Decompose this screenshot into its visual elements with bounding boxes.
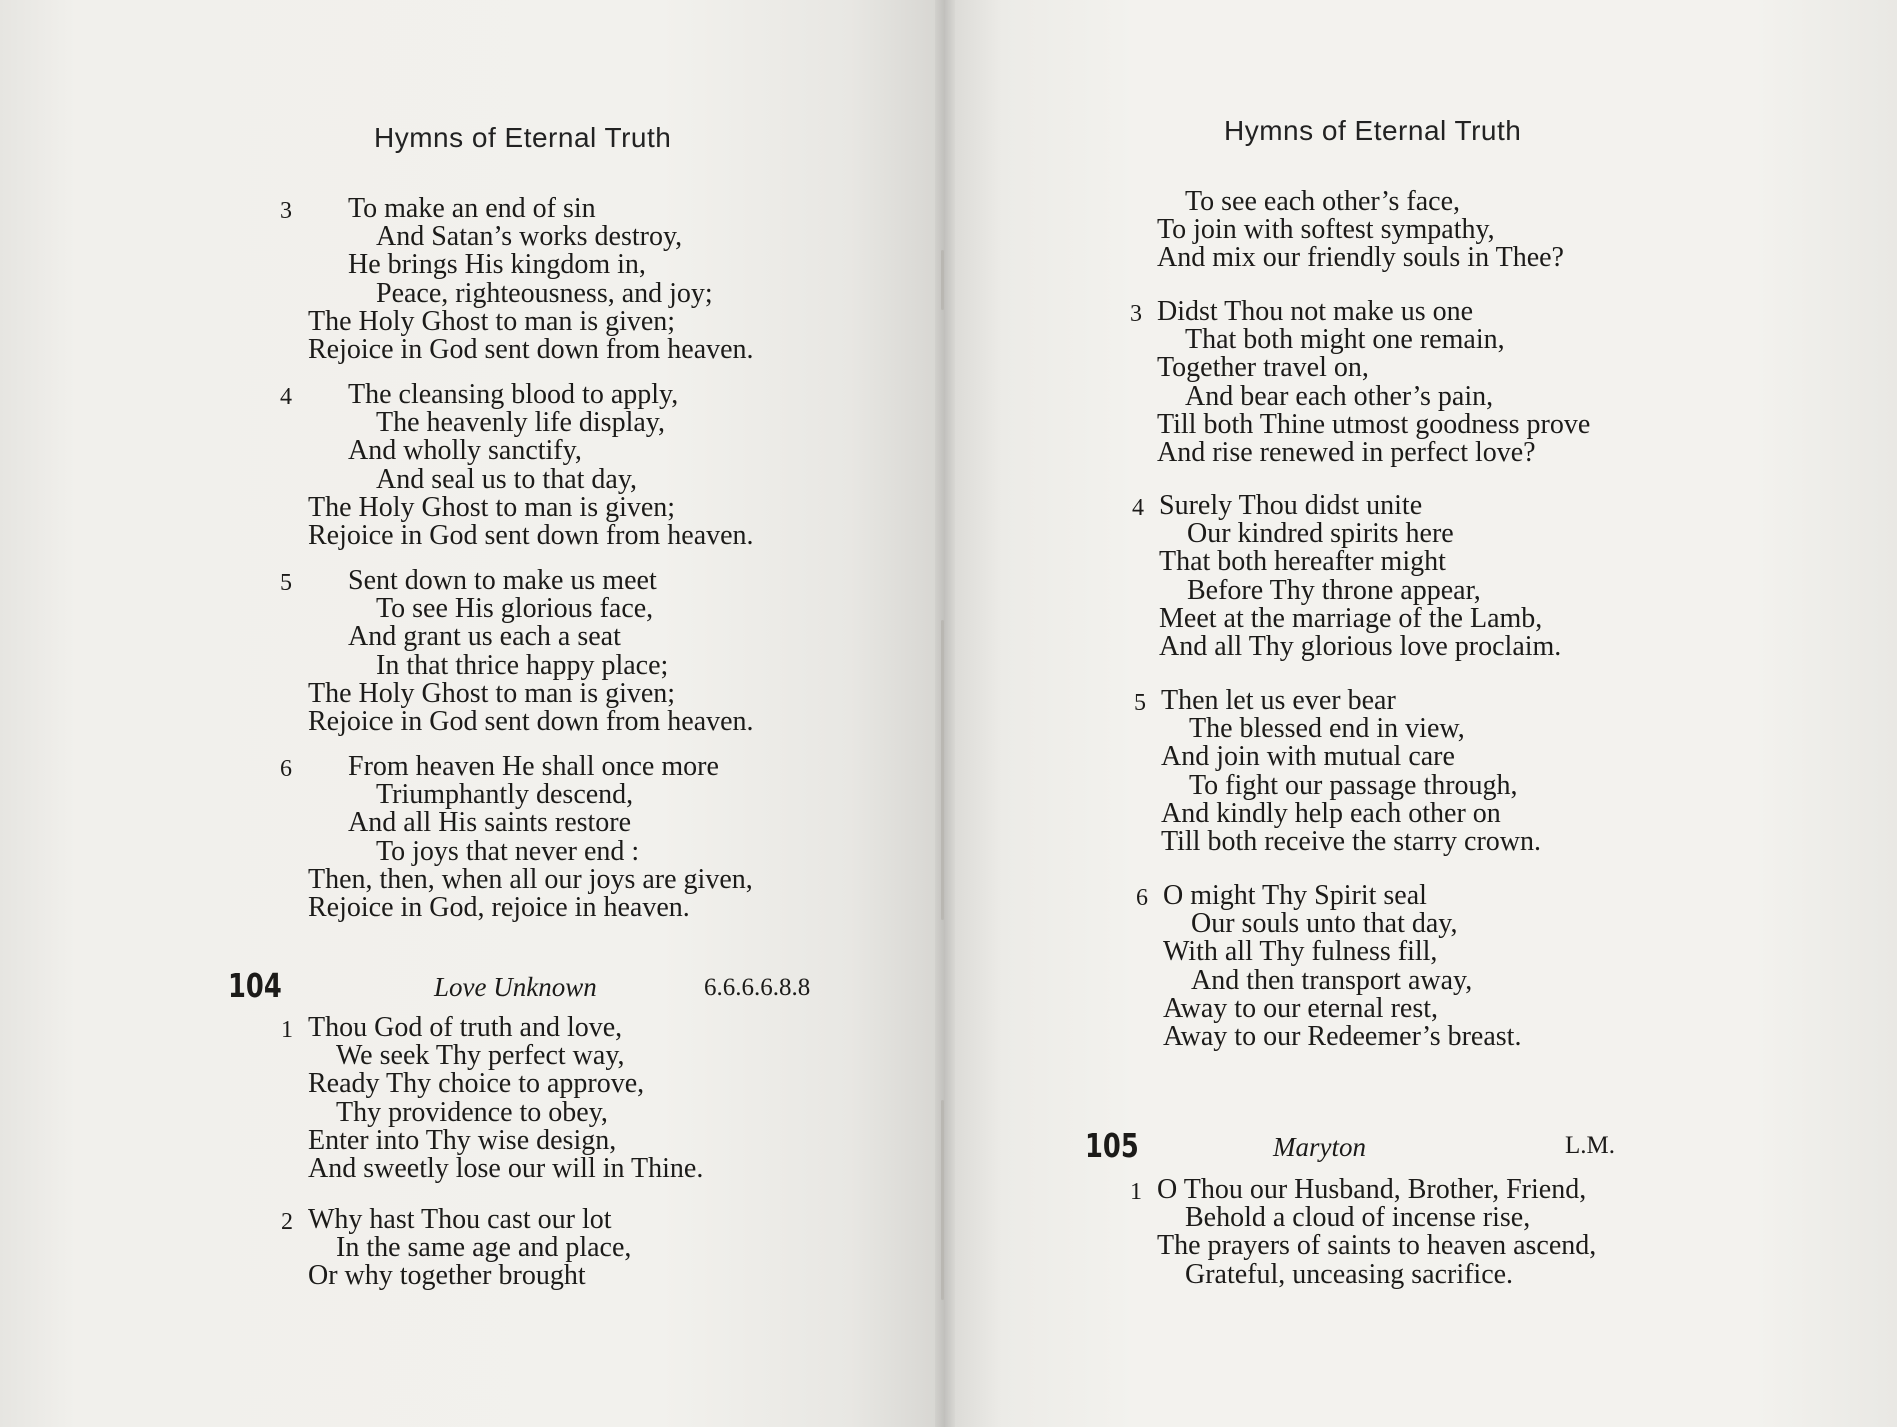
verse-line: Behold a cloud of incense rise, (1185, 1202, 1531, 1234)
verse-line: Our souls unto that day, (1191, 908, 1458, 940)
verse-block (1134, 687, 1541, 856)
verse-number: 2 (281, 1209, 293, 1235)
verse-block (1157, 188, 1564, 273)
verse-line: From heaven He shall once more (348, 751, 719, 782)
tune-name: Maryton (1273, 1132, 1366, 1162)
verse-line: With all Thy fulness fill, (1163, 936, 1438, 968)
verse-number: 4 (1132, 495, 1144, 521)
right-page (945, 0, 1897, 1427)
verse-line: O might Thy Spirit seal (1163, 880, 1427, 911)
verse-line: Then, then, when all our joys are given, (308, 863, 753, 895)
verse-line: He brings His kingdom in, (348, 249, 646, 281)
verse-line: And Satan’s works destroy, (376, 221, 683, 253)
verse-block (1130, 1176, 1596, 1289)
verse-number: 5 (280, 570, 292, 596)
verse-block (278, 1206, 631, 1291)
verse-number: 1 (281, 1017, 293, 1043)
verse-line: In the same age and place, (336, 1232, 632, 1264)
verse-block (278, 1014, 703, 1183)
verse-line: The cleansing blood to apply, (348, 379, 679, 410)
verse-line: Why hast Thou cast our lot (308, 1204, 612, 1235)
verse-number: 6 (280, 756, 292, 782)
verse-line: The Holy Ghost to man is given; (308, 491, 676, 523)
verse-line: Till both receive the starry crown. (1161, 826, 1541, 858)
verse-number: 3 (1130, 301, 1142, 327)
verse-line: Ready Thy choice to approve, (308, 1068, 645, 1100)
verse-line: Away to our eternal rest, (1163, 992, 1438, 1024)
verse-line: To make an end of sin (348, 193, 596, 224)
verse-line: Till both Thine utmost goodness prove (1157, 408, 1591, 440)
verse-line: Thy providence to obey, (336, 1096, 608, 1128)
verse-line: Grateful, unceasing sacrifice. (1185, 1258, 1514, 1290)
verse-line: Rejoice in God sent down from heaven. (308, 520, 754, 552)
verse-line: And seal us to that day, (376, 463, 638, 495)
verse-line: We seek Thy perfect way, (336, 1040, 625, 1072)
verse-number: 5 (1134, 690, 1146, 716)
verse-line: That both hereafter might (1159, 546, 1446, 578)
verse-line: And join with mutual care (1161, 741, 1455, 773)
verse-line: Our kindred spirits here (1187, 518, 1454, 550)
verse-line: And all Thy glorious love proclaim. (1159, 631, 1562, 663)
verse-line: And mix our friendly souls in Thee? (1157, 242, 1564, 274)
verse-line: Thou God of truth and love, (308, 1012, 623, 1043)
verse-line: The Holy Ghost to man is given; (308, 305, 676, 337)
verse-block (278, 381, 754, 550)
verse-line: And wholly sanctify, (348, 435, 582, 467)
verse-line: Sent down to make us meet (348, 565, 657, 596)
hymn-heading (228, 966, 828, 1010)
verse-line: Surely Thou didst unite (1159, 490, 1423, 521)
verse-line: Meet at the marriage of the Lamb, (1159, 602, 1543, 634)
binding-stitch (941, 250, 944, 310)
verse-line: To see each other’s face, (1185, 186, 1461, 217)
verse-line: And sweetly lose our will in Thine. (308, 1153, 704, 1185)
running-head: Hymns of Eternal Truth (374, 122, 672, 153)
verse-number: 4 (280, 384, 292, 410)
verse-line: In that thrice happy place; (376, 649, 669, 681)
verse-line: To see His glorious face, (376, 593, 654, 625)
verse-line: Away to our Redeemer’s breast. (1163, 1021, 1522, 1053)
verse-line: Rejoice in God sent down from heaven. (308, 334, 754, 366)
verse-line: The blessed end in view, (1189, 713, 1465, 745)
verse-line: Or why together brought (308, 1260, 586, 1292)
binding-stitch (941, 1100, 944, 1300)
verse-line: That both might one remain, (1185, 324, 1505, 356)
verse-line: Rejoice in God, rejoice in heaven. (308, 892, 690, 924)
verse-line: And grant us each a seat (348, 621, 621, 653)
hymn-heading (1085, 1126, 1645, 1170)
verse-line: The Holy Ghost to man is given; (308, 677, 676, 709)
verse-block (1132, 492, 1561, 661)
verse-line: Triumphantly descend, (376, 779, 634, 811)
verse-line: The prayers of saints to heaven ascend, (1157, 1230, 1597, 1262)
left-page (0, 0, 945, 1427)
verse-block (1136, 882, 1521, 1051)
verse-line: The heavenly life display, (376, 407, 665, 439)
verse-block (1130, 298, 1590, 467)
verse-line: And kindly help each other on (1161, 797, 1501, 829)
verse-line: O Thou our Husband, Brother, Friend, (1157, 1174, 1587, 1205)
tune-name: Love Unknown (434, 972, 597, 1002)
verse-line: Then let us ever bear (1161, 685, 1396, 716)
verse-line: Rejoice in God sent down from heaven. (308, 706, 754, 738)
meter: 6.6.6.6.8.8 (704, 974, 811, 1001)
binding-stitch (941, 620, 944, 920)
book-gutter (935, 0, 955, 1427)
verse-block (278, 567, 754, 736)
verse-line: And all His saints restore (348, 807, 632, 839)
verse-line: To joys that never end : (376, 835, 640, 867)
running-head: Hymns of Eternal Truth (1224, 115, 1522, 146)
verse-line: Didst Thou not make us one (1157, 296, 1474, 327)
verse-number: 6 (1136, 885, 1148, 911)
verse-line: Enter into Thy wise design, (308, 1124, 617, 1156)
verse-block (278, 753, 753, 922)
hymn-number: 104 (228, 966, 282, 1005)
verse-line: And then transport away, (1191, 964, 1473, 996)
verse-block (278, 195, 754, 364)
verse-line: To fight our passage through, (1189, 769, 1518, 801)
verse-line: Peace, righteousness, and joy; (376, 277, 713, 309)
verse-number: 3 (280, 198, 292, 224)
meter: L.M. (1565, 1132, 1615, 1159)
verse-line: And rise renewed in perfect love? (1157, 437, 1536, 469)
verse-line: Together travel on, (1157, 352, 1369, 384)
verse-line: And bear each other’s pain, (1185, 380, 1494, 412)
hymn-number: 105 (1085, 1126, 1139, 1165)
verse-number: 1 (1130, 1179, 1142, 1205)
verse-line: To join with softest sympathy, (1157, 214, 1495, 246)
verse-line: Before Thy throne appear, (1187, 574, 1481, 606)
